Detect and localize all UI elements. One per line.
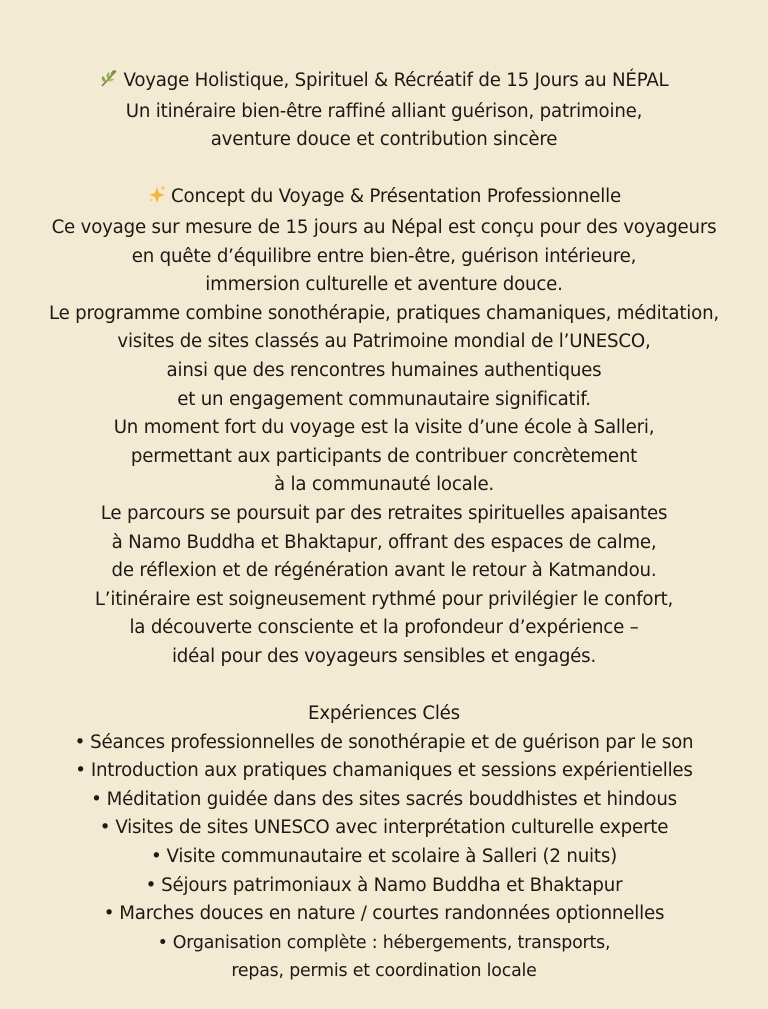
bullet: • [150, 846, 162, 868]
trip-title [0, 67, 768, 98]
list-item [0, 786, 768, 815]
leaf-icon [99, 68, 119, 98]
concept-line-1: Ce voyage sur mesure de 15 jours au Népal est conçu pour des voyageurs [51, 216, 717, 238]
list-item [0, 843, 768, 872]
list-item [0, 929, 768, 958]
sparkles-icon [147, 184, 167, 214]
concept-line-7: et un engagement communautaire significatif. [177, 388, 591, 410]
concept-line-6: ainsi que des rencontres humaines authentiques [166, 359, 602, 381]
bullet: • [74, 731, 86, 753]
concept-line-8: Un moment fort du voyage est la visite d’une école à Salleri, [113, 417, 655, 439]
list-item-text: Séjours patrimoniaux à Namo Buddha et Bhaktapur [161, 874, 623, 896]
subtitle-line-1: Un itinéraire bien-être raffiné alliant guérison, patrimoine, [125, 100, 643, 122]
concept-line-2: en quête d’équilibre entre bien-être, guérison intérieure, [131, 245, 637, 267]
concept-line-9: permettant aux participants de contribuer concrètement [130, 445, 638, 467]
concept-line-10: à la communauté locale. [273, 474, 495, 496]
list-item-text: Méditation guidée dans des sites sacrés bouddhistes et hindous [106, 788, 677, 810]
spacer [0, 155, 768, 184]
experiences-heading: Expériences Clés [308, 703, 460, 725]
concept-line-16: idéal pour des voyageurs sensibles et engagés. [171, 645, 597, 667]
subtitle-line-2: aventure douce et contribution sincère [210, 129, 558, 151]
bullet: • [99, 817, 111, 839]
concept-line-12: à Namo Buddha et Bhaktapur, offrant des espaces de calme, [111, 531, 657, 553]
list-item [0, 872, 768, 901]
concept-line-14: L’itinéraire est soigneusement rythmé pour privilégier le confort, [94, 588, 674, 610]
list-item-text: Visite communautaire et scolaire à Salleri (2 nuits) [166, 846, 617, 868]
concept-line-11: Le parcours se poursuit par des retraites spirituelles apaisantes [100, 502, 668, 524]
list-item [0, 757, 768, 786]
concept-line-3: immersion culturelle et aventure douce. [205, 274, 563, 296]
list-item-text: Organisation complète : hébergements, transports, [172, 932, 611, 953]
bullet: • [91, 788, 102, 810]
concept-line-15: la découverte consciente et la profondeur d’expérience – [129, 617, 639, 639]
bullet: • [75, 760, 86, 782]
concept-line-13: de réflexion et de régénération avant le retour à Katmandou. [111, 560, 657, 582]
list-item [0, 729, 768, 758]
bullet: • [145, 874, 157, 896]
concept-line-4: Le programme combine sonothérapie, pratiques chamaniques, méditation, [48, 302, 719, 324]
list-item-continuation: repas, permis et coordination locale [231, 961, 537, 982]
list-item-text: Visites de sites UNESCO avec interprétation culturelle experte [115, 817, 669, 839]
trip-title-text: Voyage Holistique, Spirituel & Récréatif de 15 Jours au NÉPAL [123, 70, 669, 91]
list-item-text: Introduction aux pratiques chamaniques et sessions expérientielles [90, 760, 693, 782]
spacer [0, 671, 768, 700]
list-item-text: Séances professionnelles de sonothérapie et de guérison par le son [90, 731, 694, 753]
list-item [0, 814, 768, 843]
concept-heading-text: Concept du Voyage & Présentation Professionnelle [171, 186, 621, 208]
list-item-text: Marches douces en nature / courtes randonnées optionnelles [119, 903, 665, 925]
concept-line-5: visites de sites classés au Patrimoine mondial de l’UNESCO, [117, 331, 651, 353]
bullet: • [157, 932, 168, 953]
bullet: • [103, 903, 115, 925]
concept-heading [0, 183, 768, 214]
list-item [0, 900, 768, 929]
